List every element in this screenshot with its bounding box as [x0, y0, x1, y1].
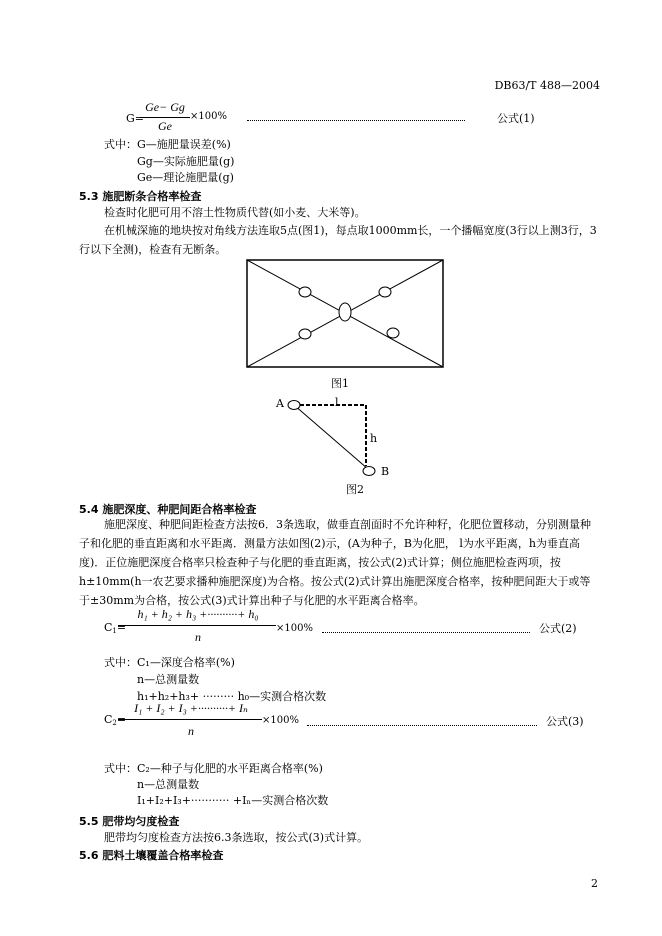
formula-2-lhs: $C_1=$: [104, 621, 127, 635]
formula-3-denominator: n: [188, 724, 194, 738]
sample-point: [299, 329, 311, 339]
section-5-3-p1: 检查时化肥可用不溶土性物质代替(如小麦、大米等)。: [104, 206, 366, 219]
formula-2-numerator: h₁ + h₂ + h₃ +··········+ h₀: [137, 607, 259, 621]
fraction-bar: [118, 719, 262, 720]
connection-line: [294, 405, 368, 469]
sample-point: [379, 287, 391, 297]
fertilizer-point: [363, 467, 375, 476]
seed-point: [288, 401, 300, 410]
point-a-label: A: [276, 397, 284, 410]
figure-2: [284, 396, 384, 480]
page-number: 2: [591, 877, 598, 890]
sample-point: [387, 328, 399, 338]
formula-2-where: 式中：C₁—深度合格率(%): [104, 656, 235, 669]
sample-point: [339, 303, 351, 321]
fraction-bar: [140, 117, 190, 118]
formula-1-denominator: Ge: [158, 119, 172, 133]
leader-dots: [322, 632, 530, 633]
h-label: h: [370, 432, 378, 445]
formula-2-factor: ×100%: [276, 623, 313, 634]
formula-3-where-item: n—总测量数: [137, 778, 200, 791]
formula-3-factor: ×100%: [262, 715, 299, 726]
section-5-4-para: 施肥深度、种肥间距检查方法按6．3条选取，做垂直剖面时不允许种籽，化肥位置移动，分别测量种子和化肥的垂直距离和水平距离．测量方法如图(2)示，(A为种子，B为化肥， l为水平距离，h为垂直高度)．正位施肥深度合格率只检查种子与化肥的垂直距离，按公式(2)式计算；侧位施肥检查两项，按h±10mm(h一农艺要求播种施肥深度)为合格。按公式(2)式计算出施肥深度合格率，按种肥间距大于或等于±30mm为合格，按公式(3)式计算出种子与化肥的水平距离合格率。: [79, 518, 591, 607]
l-label: l: [335, 396, 339, 409]
formula-1-factor: ×100%: [190, 111, 227, 122]
section-5-5-heading: 5.5 肥带均匀度检查: [79, 815, 180, 828]
formula-3-numerator: I₁ + I₂ + I₃ +··········+ Iₙ: [134, 701, 248, 715]
figure-1-caption: 图1: [331, 377, 349, 390]
formula-3-where-item: I₁+I₂+I₃+··········· +Iₙ—实测合格次数: [137, 794, 329, 807]
section-5-3-p2: 在机械深施的地块按对角线方法连取5点(图1)，每点取1000mm长，一个播幅宽度(3行以上测3行，3行以下全测)，检查有无断条。: [79, 224, 597, 256]
section-5-4-heading: 5.4 施肥深度、种肥间距合格率检查: [79, 503, 257, 516]
doc-code: DB63/T 488—2004: [494, 79, 600, 92]
sample-point: [299, 287, 311, 297]
formula-2-denominator: n: [195, 630, 201, 644]
formula-3-where: 式中：C₂—种子与化肥的水平距离合格率(%): [104, 762, 323, 775]
formula-1-where-item: Gg—实际施肥量(g): [137, 155, 235, 168]
leader-dots: [247, 120, 465, 121]
figure-2-caption: 图2: [346, 483, 364, 496]
formula-3-label: 公式(3): [546, 715, 584, 728]
point-b-label: B: [381, 465, 390, 478]
formula-1-lhs: G=: [126, 112, 145, 125]
formula-1-label: 公式(1): [497, 112, 535, 125]
section-5-6-heading: 5.6 肥料土壤覆盖合格率检查: [79, 849, 224, 862]
section-5-3-heading: 5.3 施肥断条合格率检查: [79, 190, 202, 203]
formula-2-where-item: n—总测量数: [137, 673, 200, 686]
fraction-bar: [118, 625, 276, 626]
formula-1-where-item: Ge—理论施肥量(g): [137, 171, 234, 184]
figure-1: [246, 259, 444, 368]
formula-1-where: 式中：G—施肥量误差(%): [104, 138, 231, 151]
leader-dots: [307, 725, 537, 726]
formula-2-label: 公式(2): [539, 622, 577, 635]
section-5-5-para: 肥带均匀度检查方法按6.3条选取，按公式(3)式计算。: [104, 831, 369, 844]
formula-2-where-item: h₁+h₂+h₃+ ········· h₀—实测合格次数: [137, 690, 327, 703]
formula-3-lhs: $C_2=$: [104, 713, 127, 727]
formula-1-numerator: Ge− Gg: [145, 100, 185, 114]
